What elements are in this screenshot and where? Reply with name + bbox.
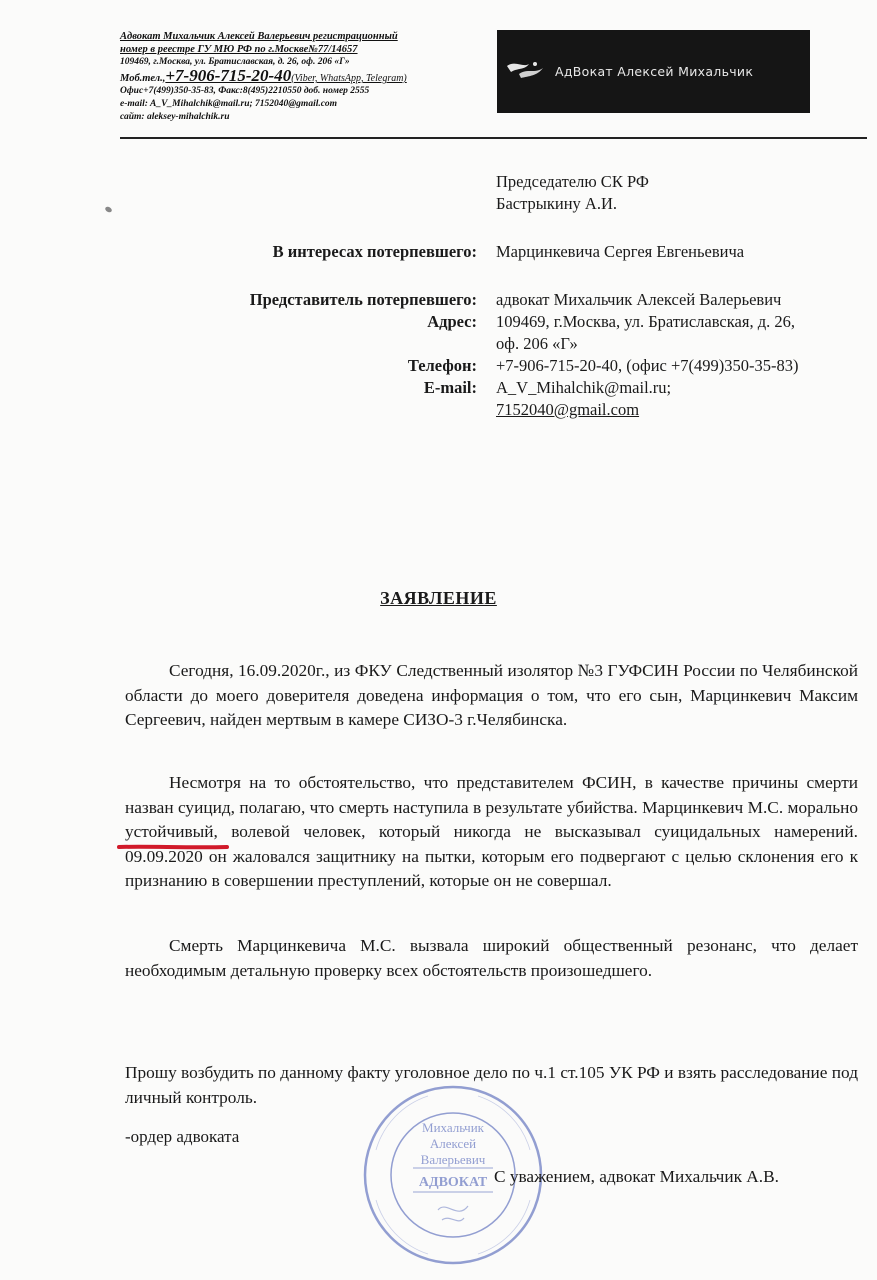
- phone-label: Телефон:: [407, 356, 477, 375]
- mobile-number: +7-906-715-20-40: [165, 66, 292, 85]
- logo-bird-icon: [505, 58, 547, 80]
- addressee-line2: Бастрыкину А.И.: [496, 194, 618, 213]
- attachment-line: -ордер адвоката: [125, 1127, 240, 1146]
- header-divider: [120, 137, 867, 139]
- document-title: ЗАЯВЛЕНИЕ: [380, 588, 497, 608]
- rep-label: Представитель потерпевшего:: [249, 290, 477, 309]
- stamp-line2: Алексей: [429, 1136, 477, 1151]
- address-value1: 109469, г.Москва, ул. Братиславская, д. 26,: [496, 312, 795, 331]
- address-label: Адрес:: [427, 312, 477, 331]
- letterhead-address: 109469, г.Москва, ул. Братиславская, д. 26, оф. 206 «Г»: [120, 57, 350, 67]
- paragraph-3-text: Смерть Марцинкевича М.С. вызвала широкий общественный резонанс, что делает необходимым детальную проверку всех обстоятельств произошедшего.: [125, 936, 858, 980]
- victim-value: Марцинкевича Сергея Евгеньевича: [496, 242, 745, 261]
- paragraph-2-text: Несмотря на то обстоятельство, что представителем ФСИН, в качестве причины смерти назван суицид, полагаю, что смерть наступила в результате убийства. Марцинкевич М.С. морально устойчивый, волевой человек, который никогда не высказывал суицидальных намерений. 09.09.2020 он жаловался защитнику на пытки, которым его подвергают с целью склонения его к признанию в совершении преступлений, которые он не совершал.: [125, 773, 858, 890]
- victim-label: В интересах потерпевшего:: [272, 242, 477, 261]
- email-field-value1: A_V_Mihalchik@mail.ru;: [496, 378, 672, 397]
- site-label: сайт:: [120, 112, 147, 122]
- signature-line: С уважением, адвокат Михальчик А.В.: [494, 1167, 779, 1186]
- email-field-label: E-mail:: [423, 378, 477, 397]
- phone-value: +7-906-715-20-40, (офис +7(499)350-35-83): [496, 356, 799, 375]
- scan-speck: [104, 206, 113, 214]
- letterhead-contacts: [120, 30, 490, 124]
- letterhead-line2: номер в реестре ГУ МЮ РФ по г.Москве№77/14657: [120, 44, 358, 55]
- paragraph-2: [125, 771, 858, 894]
- email-label: e-mail:: [120, 99, 150, 109]
- rep-value: адвокат Михальчик Алексей Валерьевич: [496, 290, 782, 309]
- letterhead-office: Офис+7(499)350-35-83, Факс:8(495)2210550 доб. номер 2555: [120, 86, 370, 96]
- stamp-line3: Валерьевич: [420, 1152, 486, 1167]
- letterhead-line1: Адвокат Михальчик Алексей Валерьевич регистрационный: [120, 31, 398, 42]
- letterhead-email: [120, 98, 490, 111]
- paragraph-3: [125, 934, 858, 983]
- logo-text: АдВокат Алексей Михальчик: [555, 64, 754, 79]
- stamp-line4: АДВОКАТ: [418, 1175, 488, 1190]
- address-value2: оф. 206 «Г»: [496, 334, 578, 353]
- mobile-note: (Viber, WhatsApp, Telegram): [291, 73, 407, 84]
- mobile-label: Моб.тел.,: [120, 73, 166, 84]
- site-value: aleksey-mihalchik.ru: [146, 112, 230, 122]
- stamp-line1: Михальчик: [422, 1120, 484, 1135]
- paragraph-1-text: Сегодня, 16.09.2020г., из ФКУ Следственный изолятор №3 ГУФСИН России по Челябинской области до моего доверителя доведена информация о том, что его сын, Марцинкевич Максим Сергеевич, найден мертвым в камере СИЗО-3 г.Челябинска.: [125, 661, 858, 729]
- letterhead-mobile: [120, 66, 490, 85]
- addressee-line1: Председателю СК РФ: [496, 172, 649, 191]
- email-value: A_V_Mihalchik@mail.ru; 7152040@gmail.com: [149, 99, 338, 109]
- paragraph-4-text: Прошу возбудить по данному факту уголовное дело по ч.1 ст.105 УК РФ и взять расследование под личный контроль.: [125, 1063, 858, 1107]
- red-underline-mark: [117, 843, 229, 851]
- paragraph-1: [125, 659, 858, 733]
- email-field-value2[interactable]: 7152040@gmail.com: [496, 400, 640, 419]
- letterhead-site: [120, 111, 490, 124]
